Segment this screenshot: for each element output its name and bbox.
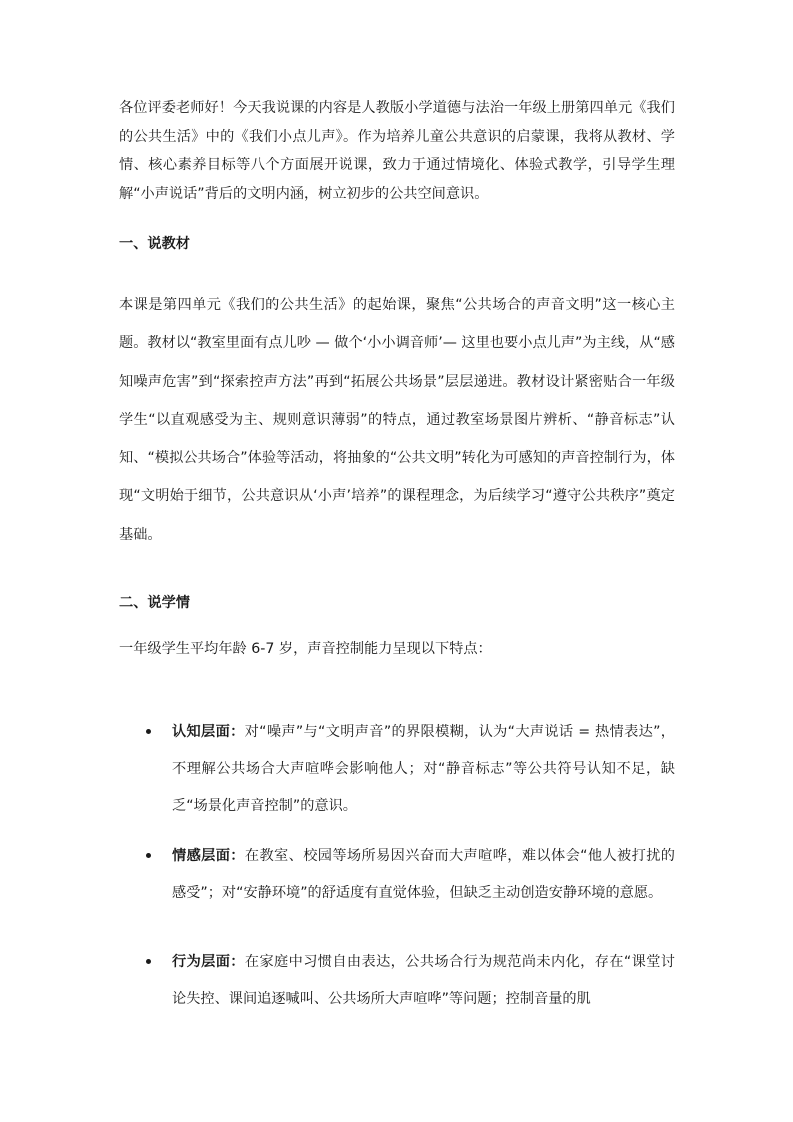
students-intro-paragraph: 一年级学生平均年龄 6-7 岁，声音控制能力呈现以下特点： [119, 641, 492, 657]
bullet-icon [146, 853, 151, 858]
student-traits-list [119, 838, 675, 912]
list-item-text: 在家庭中习惯自由表达，公共场合行为规范尚未内化，存在“课堂讨论失控、课间追逐喊叫、公共场所大声喧哗”等问题；控制音量的肌 [172, 954, 675, 1007]
list-item [119, 838, 675, 912]
list-item [119, 944, 675, 1018]
list-item-label: 认知层面： [172, 724, 245, 740]
textbook-paragraph: 本课是第四单元《我们的公共生活》的起始课，聚焦“公共场合的声音文明”这一核心主题。教材以“教室里面有点儿吵 — 做个‘小小调音师’— 这里也要小点儿声”为主线，从“感知噪声危害”到“探索控声方法”再到“拓展公共场景”层层递进。教材设计紧密贴合一年级学生“以直观感受为主、规则意识薄弱”的特点，通过教室场景图片辨析、“静音标志”认知、“模拟公共场合”体验等活动，将抽象的“公共文明”转化为可感知的声音控制行为，体现“文明始于细节，公共意识从‘小声’培养”的课程理念，为后续学习“遵守公共秩序”奠定基础。 [119, 297, 675, 543]
list-item-text: 对“噪声”与“文明声音”的界限模糊，认为“大声说话 = 热情表达”，不理解公共场合大声喧哗会影响他人；对“静音标志”等公共符号认知不足，缺乏“场景化声音控制”的意识。 [172, 724, 675, 814]
section-heading-textbook: 一、说教材 [119, 236, 190, 252]
bullet-icon [146, 729, 151, 734]
section-heading-students: 二、说学情 [119, 595, 190, 611]
list-item-label: 情感层面： [172, 848, 245, 864]
list-item [119, 714, 675, 825]
student-traits-list [119, 714, 675, 825]
list-item-label: 行为层面： [172, 954, 245, 970]
bullet-icon [146, 959, 151, 964]
student-traits-list [119, 944, 675, 1018]
intro-paragraph: 各位评委老师好！今天我说课的内容是人教版小学道德与法治一年级上册第四单元《我们的公共生活》中的《我们小点儿声》。作为培养儿童公共意识的启蒙课，我将从教材、学情、核心素养目标等八个方面展开说课，致力于通过情境化、体验式教学，引导学生理解“小声说话”背后的文明内涵，树立初步的公共空间意识。 [119, 100, 675, 202]
list-item-text: 在教室、校园等场所易因兴奋而大声喧哗，难以体会“他人被打扰的感受”；对“安静环境”的舒适度有直觉体验，但缺乏主动创造安静环境的意愿。 [172, 848, 675, 901]
